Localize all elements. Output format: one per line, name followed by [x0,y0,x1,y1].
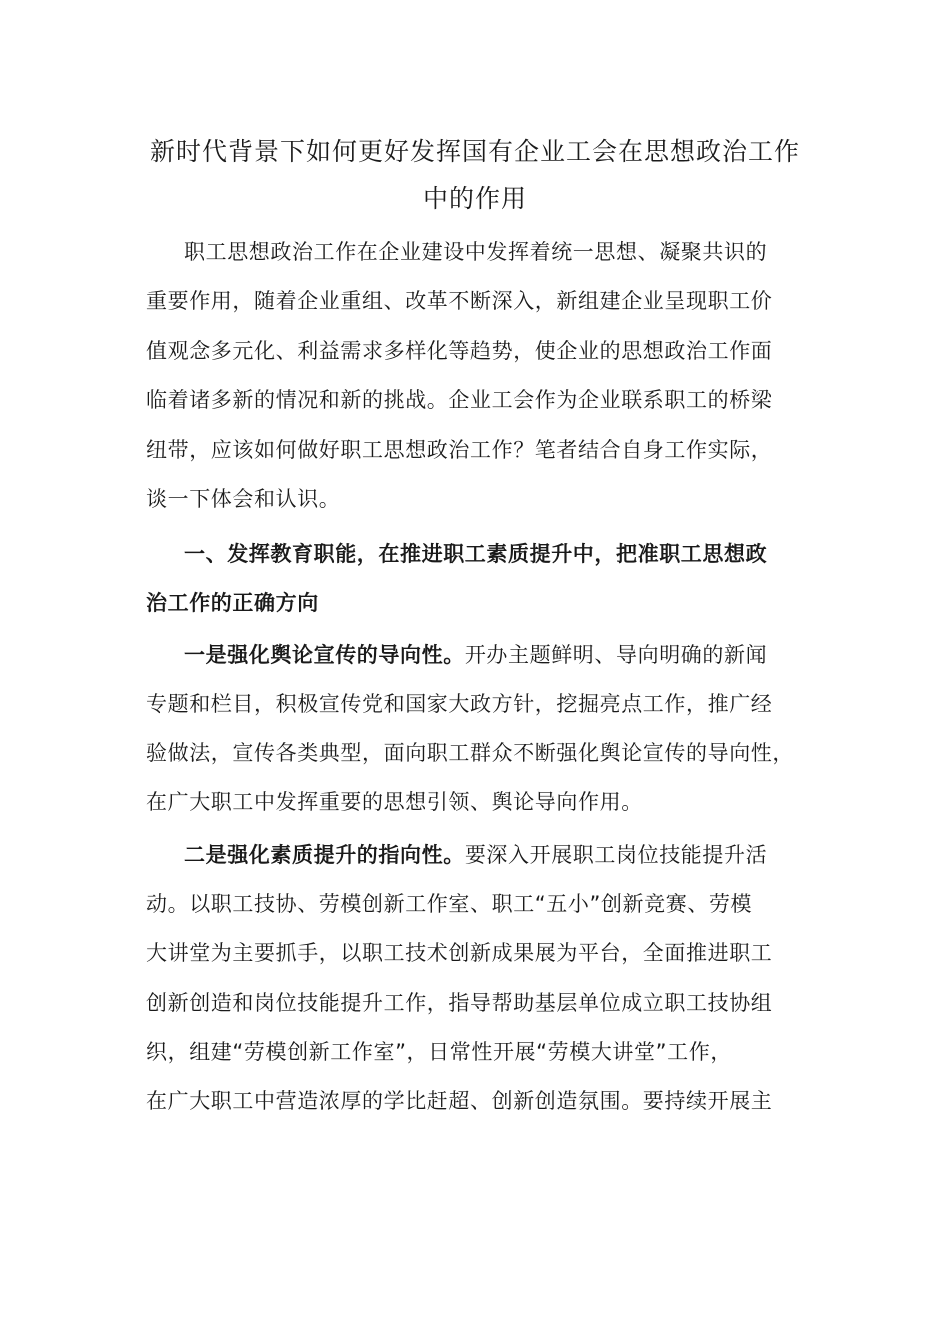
intro-line: 重要作用，随着企业重组、改革不断深入，新组建企业呈现职工价 [146,289,773,313]
paragraph-line: 创新创造和岗位技能提升工作，指导帮助基层单位成立职工技协组 [146,991,773,1015]
intro-line: 谈一下体会和认识。 [146,487,341,511]
intro-line: 纽带，应该如何做好职工思想政治工作？笔者结合自身工作实际， [146,438,773,462]
paragraph-line: 在广大职工中发挥重要的思想引领、舆论导向作用。 [146,790,643,814]
paragraph-lead: 二是强化素质提升的指向性。 [184,843,465,867]
section-heading-line: 一、发挥教育职能，在推进职工素质提升中，把准职工思想政 [184,542,768,566]
paragraph-text: 要深入开展职工岗位技能提升活 [464,843,768,867]
paragraph-line: 专题和栏目，积极宣传党和国家大政方针，挖掘亮点工作，推广经 [146,692,773,716]
paragraph-lead: 一是强化舆论宣传的导向性。 [184,643,465,667]
section-heading-line: 治工作的正确方向 [146,591,319,615]
document-title-line-2: 中的作用 [422,184,527,213]
paragraph-line: 大讲堂为主要抓手，以职工技术创新成果展为平台，全面推进职工 [146,941,773,965]
paragraph-line [184,637,806,673]
paragraph-line: 动。以职工技协、劳模创新工作室、职工“五小”创新竞赛、劳模 [146,892,753,916]
intro-line: 职工思想政治工作在企业建设中发挥着统一思想、凝聚共识的 [184,240,768,264]
paragraph-line: 在广大职工中营造浓厚的学比赶超、创新创造氛围。要持续开展主 [146,1089,773,1113]
paragraph-line [184,837,806,873]
paragraph-text: 开办主题鲜明、导向明确的新闻 [464,643,768,667]
document-title-line-1: 新时代背景下如何更好发挥国有企业工会在思想政治工作 [149,137,800,166]
intro-line: 临着诸多新的情况和新的挑战。企业工会作为企业联系职工的桥梁 [146,388,773,412]
paragraph-line: 验做法，宣传各类典型，面向职工群众不断强化舆论宣传的导向性， [146,741,794,765]
paragraph-line: 织，组建“劳模创新工作室”，日常性开展“劳模大讲堂”工作， [146,1040,732,1064]
intro-line: 值观念多元化、利益需求多样化等趋势，使企业的思想政治工作面 [146,339,773,363]
